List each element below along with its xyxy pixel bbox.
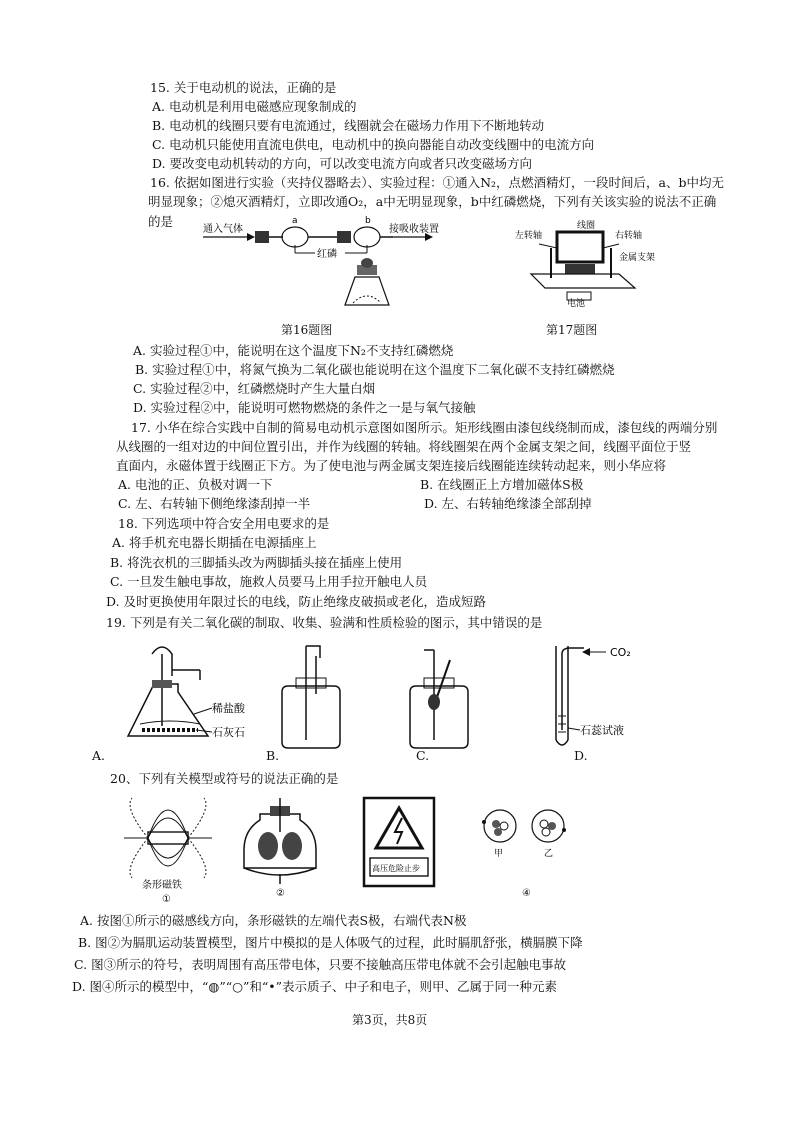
q19-label-acid: 稀盐酸 bbox=[212, 702, 245, 715]
page-footer: 第3页，共8页 bbox=[352, 1013, 428, 1027]
q18-option-c: C. 一旦发生触电事故，施救人员要马上用手拉开触电人员 bbox=[110, 574, 428, 589]
q16-stem-line3: 的是 bbox=[148, 214, 174, 229]
q20-option-c: C. 图③所示的符号，表明周围有高压带电体，只要不接触高压带电体就不会引起触电事故 bbox=[74, 957, 567, 972]
q20-option-d: D. 图④所示的模型中，“◍”“○”和“•”表示质子、中子和电子，则甲、乙属于同一种元素 bbox=[72, 979, 558, 994]
fig17-caption: 第17题图 bbox=[546, 323, 598, 337]
fig16-label-b: b bbox=[365, 216, 371, 226]
q17-stem-line1: 17. 小华在综合实践中自制的简易电动机示意图如图所示。矩形线圈由漆包线绕制而成，漆包线的两端分别 bbox=[131, 420, 718, 435]
q18-stem: 18. 下列选项中符合安全用电要求的是 bbox=[118, 516, 330, 531]
q19-figures bbox=[120, 636, 680, 754]
fig17-label-battery: 电池 bbox=[567, 299, 586, 308]
q19-label-stone: 石灰石 bbox=[212, 726, 245, 739]
q20-sign-text: 高压危险止步 bbox=[372, 864, 420, 873]
q18-option-d: D. 及时更换使用年限过长的电线，防止绝缘皮破损或老化，造成短路 bbox=[106, 594, 487, 609]
q20-option-b: B. 图②为膈肌运动装置模型，图片中模拟的是人体吸气的过程，此时膈肌舒张，横膈膜下降 bbox=[78, 935, 583, 950]
fig16-caption: 第16题图 bbox=[281, 323, 333, 337]
q17-option-a: A. 电池的正、负极对调一下 bbox=[118, 477, 273, 492]
q20-stem: 20、下列有关模型或符号的说法正确的是 bbox=[110, 771, 339, 786]
fig17-label-stand: 金属支架 bbox=[619, 253, 656, 263]
fig17-label-coil: 线圈 bbox=[577, 221, 596, 231]
q19-label-c: C. bbox=[416, 748, 430, 763]
q16-option-a: A. 实验过程①中，能说明在这个温度下N₂不支持红磷燃烧 bbox=[133, 343, 454, 358]
fig16-label-out: 接吸收装置 bbox=[389, 224, 439, 235]
fig16-label-p: 红磷 bbox=[317, 249, 337, 260]
q17-stem-line3: 直面内，永磁体置于线圈正下方。为了使电池与两金属支架连接后线圈能连续转动起来，则小华应将 bbox=[116, 458, 667, 473]
q17-option-b: B. 在线圈正上方增加磁体S极 bbox=[420, 477, 584, 492]
fig16-label-in: 通入气体 bbox=[203, 224, 243, 235]
q20-label-2: ② bbox=[276, 888, 285, 899]
q16-stem-line2: 明显现象；②熄灭酒精灯，立即改通O₂，a中无明显现象，b中红磷燃烧，下列有关该实验的说法不正确 bbox=[148, 194, 717, 209]
q15-option-b: B. 电动机的线圈只要有电流通过，线圈就会在磁场力作用下不断地转动 bbox=[152, 118, 545, 133]
q19-label-litmus: 石蕊试液 bbox=[580, 724, 624, 737]
q16-option-d: D. 实验过程②中，能说明可燃物燃烧的条件之一是与氧气接触 bbox=[133, 400, 476, 415]
q15-option-c: C. 电动机只能使用直流电供电，电动机中的换向器能自动改变线圈中的电流方向 bbox=[152, 137, 595, 152]
q20-label-4: ④ bbox=[522, 888, 531, 899]
fig17-label-right: 右转轴 bbox=[615, 231, 643, 241]
q17-stem-line2: 从线圈的一组对边的中间位置引出，并作为线圈的转轴。将线圈架在两个金属支架之间，线圈平面位于竖 bbox=[116, 439, 692, 454]
q20-label-jia: 甲 bbox=[494, 849, 504, 859]
fig17-label-left: 左转轴 bbox=[515, 231, 543, 241]
q19-label-a: A. bbox=[92, 748, 106, 763]
q19-label-b: B. bbox=[266, 748, 280, 763]
q15-option-a: A. 电动机是利用电磁感应现象制成的 bbox=[152, 99, 357, 114]
q19-label-d: D. bbox=[574, 748, 588, 763]
fig17-motor bbox=[515, 218, 665, 308]
q16-option-c: C. 实验过程②中，红磷燃烧时产生大量白烟 bbox=[133, 381, 376, 396]
q20-option-a: A. 按图①所示的磁感线方向，条形磁铁的左端代表S极，右端代表N极 bbox=[80, 913, 467, 928]
fig16-label-a: a bbox=[292, 216, 298, 226]
q18-option-b: B. 将洗衣机的三脚插头改为两脚插头接在插座上使用 bbox=[110, 555, 403, 570]
q15-option-d: D. 要改变电动机转动的方向，可以改变电流方向或者只改变磁场方向 bbox=[152, 156, 533, 171]
fig16-apparatus bbox=[195, 215, 445, 320]
q20-label-yi: 乙 bbox=[544, 849, 554, 859]
q20-label-magnet: 条形磁铁 bbox=[142, 880, 182, 891]
q17-option-c: C. 左、右转轴下侧绝缘漆刮掉一半 bbox=[118, 496, 311, 511]
q15-stem: 15. 关于电动机的说法，正确的是 bbox=[150, 80, 337, 95]
q16-stem-line1: 16. 依据如图进行实验（夹持仪器略去）、实验过程：①通入N₂，点燃酒精灯，一段时间后，a、b中均无 bbox=[150, 175, 725, 190]
q19-label-co2: CO₂ bbox=[610, 646, 631, 659]
q18-option-a: A. 将手机充电器长期插在电源插座上 bbox=[112, 535, 317, 550]
q20-label-1: ① bbox=[162, 894, 171, 904]
q19-stem: 19. 下列是有关二氧化碳的制取、收集、验满和性质检验的图示，其中错误的是 bbox=[106, 615, 543, 630]
q17-option-d: D. 左、右转轴绝缘漆全部刮掉 bbox=[424, 496, 592, 511]
q20-figures bbox=[120, 792, 580, 904]
q16-option-b: B. 实验过程①中，将氮气换为二氧化碳也能说明在这个温度下二氧化碳不支持红磷燃烧 bbox=[135, 362, 615, 377]
